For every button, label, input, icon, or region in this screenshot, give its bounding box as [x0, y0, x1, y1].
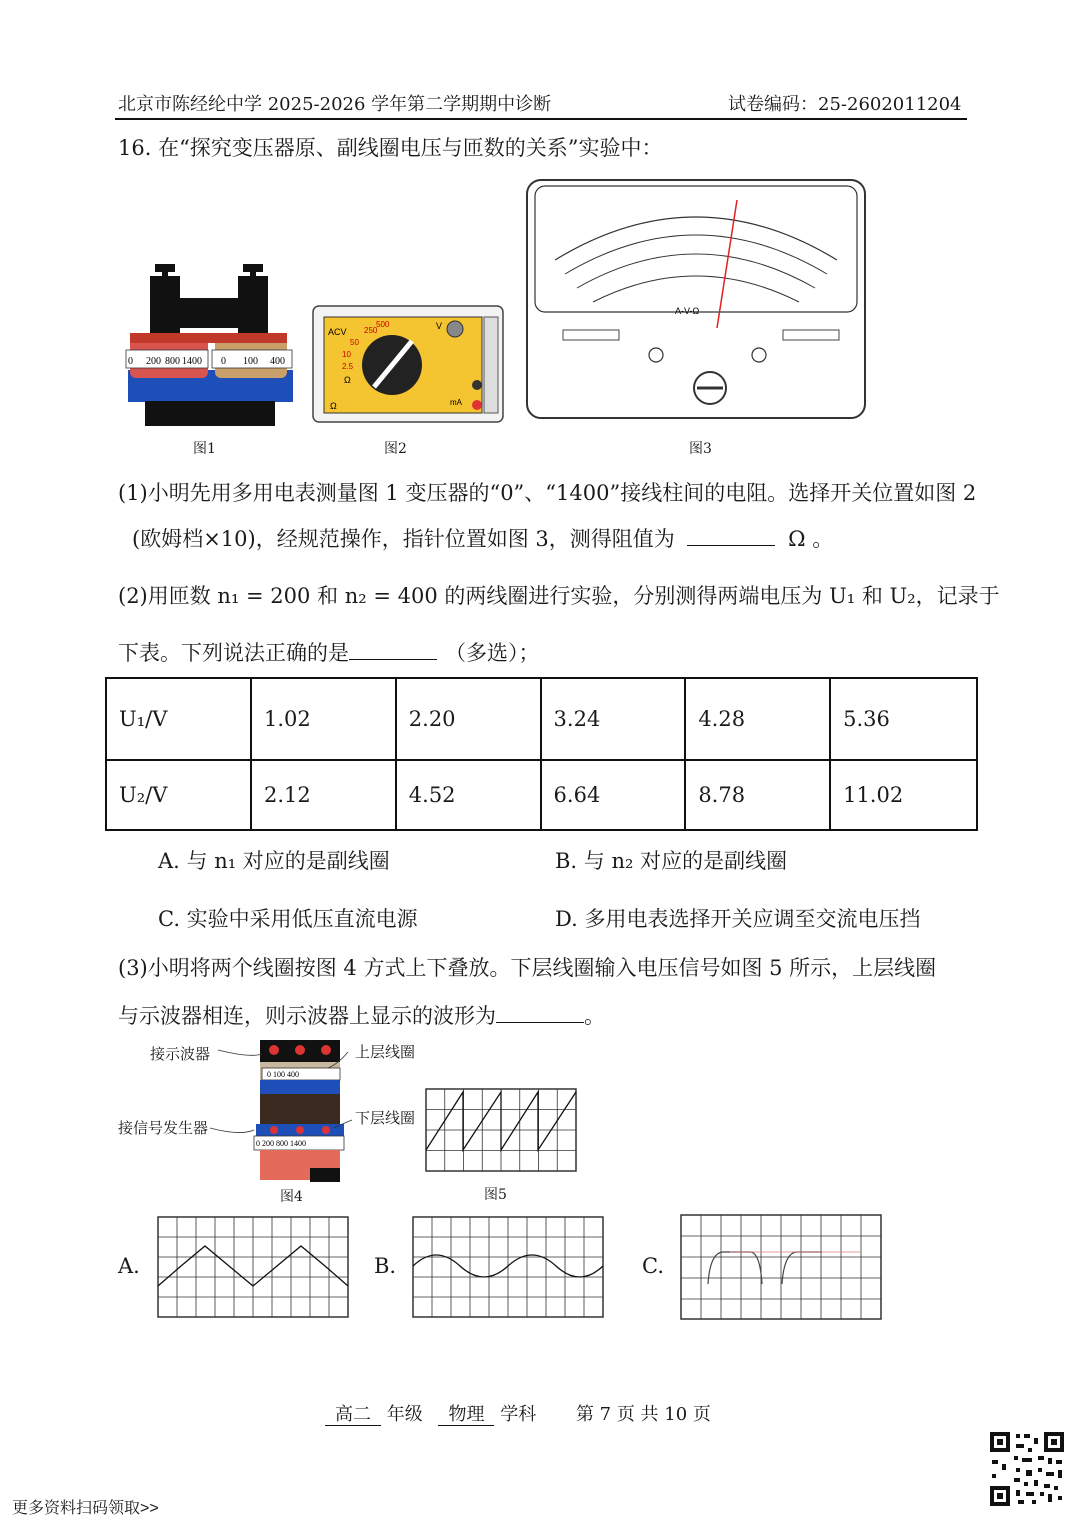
fig4-label-lower: 下层线圈: [355, 1109, 416, 1127]
choice-c-label[interactable]: C.: [642, 1254, 664, 1278]
option-a[interactable]: A. 与 n₁ 对应的是副线圈: [158, 849, 390, 873]
part2-line2b: （多选）；: [445, 641, 540, 665]
fig2-acv-label: ACV: [328, 327, 347, 337]
table-cell: 6.64: [541, 760, 686, 830]
table-cell-label: U₂/V: [106, 760, 251, 830]
table-cell: 5.36: [830, 678, 977, 760]
fig2-ohm-label: Ω: [330, 401, 337, 411]
figure-5-input-signal: [425, 1088, 577, 1172]
part1-line2a: (欧姆档×10)，经规范操作，指针位置如图 3，测得阻值为: [132, 527, 675, 551]
fig2-range-label: 50: [350, 338, 359, 347]
fig2-range-label: 500: [376, 320, 390, 329]
fig1-label: 200: [146, 356, 161, 367]
figure-3-meter: [525, 178, 867, 420]
table-cell: 3.24: [541, 678, 686, 760]
table-row: [106, 678, 977, 760]
fig2-v-label: V: [436, 321, 443, 331]
footer-subject-suffix: 学科: [500, 1404, 537, 1425]
header-code: 试卷编码：25-2602011204: [728, 94, 962, 115]
fig4-label-osc: 接示波器: [150, 1045, 211, 1063]
figure-1-transformer: [120, 258, 298, 428]
footer-grade-suffix: 年级: [386, 1404, 423, 1425]
footer-page: 第 7 页 共 10 页: [575, 1404, 711, 1425]
answer-blank-1[interactable]: [687, 545, 775, 546]
fig4-leader-lines: [210, 1040, 360, 1140]
part1-line2b: Ω 。: [788, 527, 834, 551]
table-cell: 4.28: [685, 678, 830, 760]
part2-line2a: 下表。下列说法正确的是: [118, 641, 349, 665]
option-d[interactable]: D. 多用电表选择开关应调至交流电压挡: [555, 907, 921, 931]
table-cell: 1.02: [251, 678, 396, 760]
choice-a-waveform[interactable]: [157, 1216, 349, 1318]
fig1-label: 400: [270, 356, 285, 367]
fig1-label: 800: [165, 356, 180, 367]
qr-code-icon[interactable]: [988, 1430, 1066, 1508]
footer-more-link[interactable]: 更多资料扫码领取>>: [12, 1500, 159, 1517]
fig2-range-label: 2.5: [342, 362, 354, 371]
table-cell: 8.78: [685, 760, 830, 830]
question-title: 16. 在“探究变压器原、副线圈电压与匝数的关系”实验中：: [118, 136, 663, 160]
answer-blank-3[interactable]: [496, 1022, 584, 1023]
part1-line2: [132, 523, 833, 553]
footer-subject: 物理: [438, 1404, 494, 1426]
part2-line1: (2)用匝数 n₁ = 200 和 n₂ = 400 的两线圈进行实验，分别测得两端电压为 U₁ 和 U₂，记录于: [118, 584, 1000, 608]
fig4-label-sig: 接信号发生器: [118, 1119, 209, 1137]
table-cell-label: U₁/V: [106, 678, 251, 760]
table-cell: 2.20: [396, 678, 541, 760]
part3-line2: [118, 1000, 605, 1030]
fig4-upper-scale: 0 100 400: [267, 1070, 299, 1079]
fig5-caption: 图5: [484, 1187, 507, 1203]
choice-b-label[interactable]: B.: [374, 1254, 397, 1278]
fig3-avo-label: A-V-Ω: [675, 306, 700, 316]
fig2-range-label: 10: [342, 350, 351, 359]
table-cell: 11.02: [830, 760, 977, 830]
part3-line1: (3)小明将两个线圈按图 4 方式上下叠放。下层线圈输入电压信号如图 5 所示，上层线圈: [118, 956, 937, 980]
choice-a-label[interactable]: A.: [118, 1254, 140, 1278]
fig2-caption: 图2: [384, 441, 407, 457]
fig1-caption: 图1: [193, 441, 216, 457]
fig4-lower-scale: 0 200 800 1400: [256, 1139, 306, 1148]
part2-line2: [118, 637, 540, 667]
fig1-label: 0: [221, 356, 226, 367]
choice-b-waveform[interactable]: [412, 1216, 604, 1318]
fig1-label: 100: [243, 356, 258, 367]
fig4-caption: 图4: [280, 1189, 303, 1205]
fig2-range-label: 250: [364, 326, 378, 335]
fig2-ohm-label: Ω: [344, 375, 351, 385]
choice-c-waveform[interactable]: [680, 1214, 882, 1320]
part3-line2b: 。: [584, 1004, 605, 1028]
fig1-label: 1400: [182, 356, 202, 367]
fig3-caption: 图3: [689, 441, 712, 457]
voltage-table: [105, 677, 978, 831]
option-c[interactable]: C. 实验中采用低压直流电源: [158, 907, 418, 931]
answer-blank-2[interactable]: [349, 659, 437, 660]
fig2-ma-label: mA: [450, 398, 462, 407]
footer-grade: 高二: [325, 1404, 381, 1426]
header-rule: [115, 118, 967, 120]
table-row: [106, 760, 977, 830]
part1-line1: (1)小明先用多用电表测量图 1 变压器的“0”、“1400”接线柱间的电阻。选择开关位置如图 2: [118, 481, 977, 505]
table-cell: 4.52: [396, 760, 541, 830]
fig4-label-upper: 上层线圈: [355, 1043, 416, 1061]
fig1-label: 0: [128, 356, 133, 367]
part3-line2a: 与示波器相连，则示波器上显示的波形为: [118, 1004, 496, 1028]
footer-line: [325, 1400, 711, 1426]
figure-2-selector: [312, 305, 504, 423]
option-b[interactable]: B. 与 n₂ 对应的是副线圈: [555, 849, 788, 873]
header-school: 北京市陈经纶中学 2025-2026 学年第二学期期中诊断: [118, 94, 552, 115]
table-cell: 2.12: [251, 760, 396, 830]
